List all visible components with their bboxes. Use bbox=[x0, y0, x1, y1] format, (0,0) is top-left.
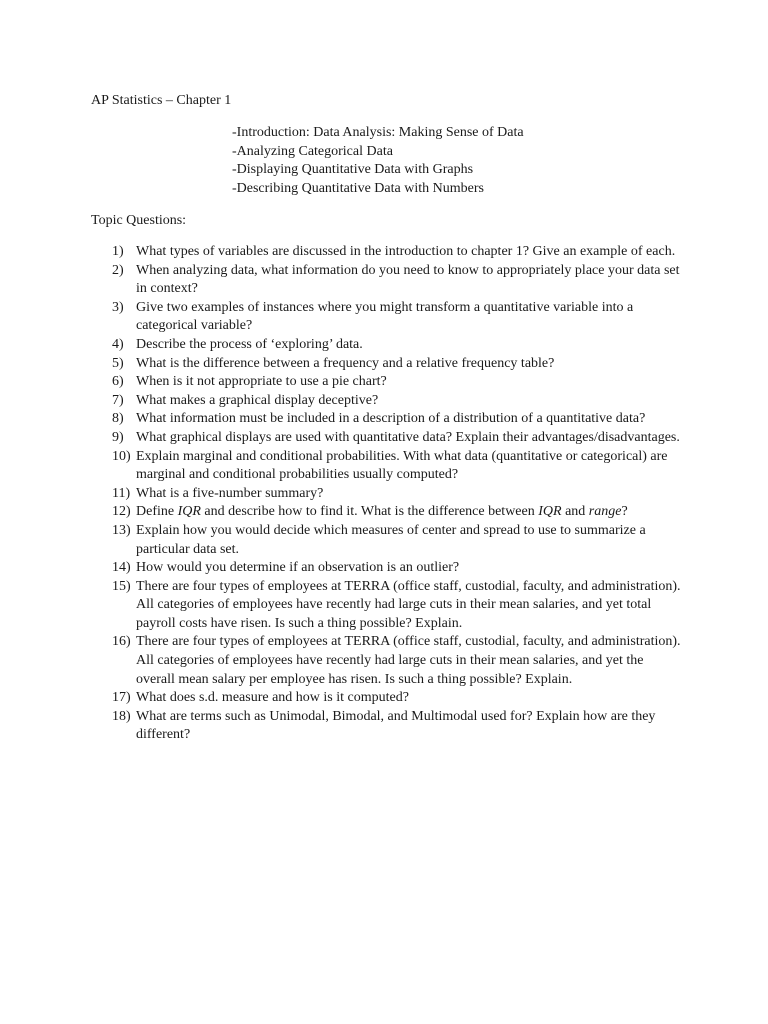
question-text: When is it not appropriate to use a pie chart? bbox=[136, 374, 387, 390]
chapter-section-item: -Analyzing Categorical Data bbox=[232, 143, 393, 159]
question-item bbox=[0, 559, 681, 578]
question-number: 13) bbox=[112, 522, 131, 538]
question-number: 11) bbox=[112, 485, 131, 501]
question-item bbox=[0, 633, 681, 689]
chapter-section-item: -Describing Quantitative Data with Numbers bbox=[232, 180, 484, 196]
question-text-part: Define bbox=[136, 504, 178, 520]
iqr-term: IQR bbox=[177, 504, 201, 520]
question-number: 5) bbox=[112, 355, 124, 371]
iqr-term: IQR bbox=[538, 504, 562, 520]
chapter-section-item: -Introduction: Data Analysis: Making Sense of Data bbox=[232, 125, 524, 140]
question-text bbox=[136, 504, 628, 519]
question-text: Give two examples of instances where you might transform a quantitative variable into a categorical variable? bbox=[136, 299, 634, 334]
chapter-section-item: -Displaying Quantitative Data with Graphs bbox=[232, 162, 474, 177]
question-item bbox=[0, 243, 681, 262]
question-item bbox=[0, 410, 681, 429]
question-text: Describe the process of ‘exploring’ data. bbox=[136, 336, 363, 352]
question-text: When analyzing data, what information do you need to know to appropriately place your data set in context? bbox=[136, 262, 680, 297]
question-text: What graphical displays are used with quantitative data? Explain their advantages/disadvantages. bbox=[136, 429, 680, 445]
question-number: 6) bbox=[112, 374, 124, 390]
question-text: What is a five-number summary? bbox=[136, 485, 324, 501]
question-item bbox=[0, 299, 681, 336]
question-text: What makes a graphical display deceptive? bbox=[136, 392, 379, 408]
question-text: What are terms such as Unimodal, Bimodal, and Multimodal used for? Explain how are they different? bbox=[136, 708, 656, 743]
question-number: 17) bbox=[112, 690, 131, 706]
question-text: Explain marginal and conditional probabilities. With what data (quantitative or categorical) are marginal and conditional probabilities usually computed? bbox=[136, 448, 668, 483]
question-number: 15) bbox=[112, 578, 131, 594]
question-number: 16) bbox=[112, 634, 131, 650]
question-item bbox=[0, 689, 681, 708]
question-number: 18) bbox=[112, 708, 131, 724]
question-text-part: and describe how to find it. What is the difference between bbox=[200, 504, 539, 520]
question-text: What information must be included in a description of a distribution of a quantitative data? bbox=[136, 411, 646, 427]
range-term: range bbox=[588, 504, 622, 520]
question-item bbox=[0, 355, 681, 374]
document-title: AP Statistics – Chapter 1 bbox=[91, 93, 232, 108]
question-item bbox=[0, 522, 681, 559]
question-number: 4) bbox=[112, 336, 124, 352]
question-number: 12) bbox=[112, 504, 131, 520]
question-number: 2) bbox=[112, 262, 124, 278]
question-text: What types of variables are discussed in the introduction to chapter 1? Give an example of each. bbox=[136, 244, 676, 259]
question-text: How would you determine if an observation is an outlier? bbox=[136, 560, 460, 576]
question-item bbox=[0, 262, 681, 299]
question-item bbox=[0, 485, 681, 504]
topic-questions-heading: Topic Questions: bbox=[91, 213, 187, 228]
question-number: 3) bbox=[112, 299, 124, 315]
chapter-sections-list bbox=[232, 124, 524, 198]
question-text: What does s.d. measure and how is it computed? bbox=[136, 690, 409, 706]
question-item bbox=[0, 336, 681, 355]
question-number: 10) bbox=[112, 448, 131, 464]
question-text: There are four types of employees at TERRA (office staff, custodial, faculty, and administration). All categories of employees have recently had large cuts in their mean salaries, and yet the overall mean salary per employee has risen. Is such a thing possible? Explain. bbox=[136, 634, 681, 687]
question-item bbox=[0, 392, 681, 411]
question-text: What is the difference between a frequency and a relative frequency table? bbox=[136, 355, 555, 371]
question-number: 7) bbox=[112, 392, 124, 408]
question-text: There are four types of employees at TERRA (office staff, custodial, faculty, and administration). All categories of employees have recently had large cuts in their mean salaries, and yet total payroll costs have risen. Is such a thing possible? Explain. bbox=[136, 578, 681, 631]
questions-list bbox=[0, 243, 768, 745]
question-text: Explain how you would decide which measures of center and spread to use to summarize a particular data set. bbox=[136, 522, 646, 557]
question-number: 14) bbox=[112, 560, 131, 576]
question-text-part: and bbox=[561, 504, 589, 520]
question-item bbox=[0, 448, 681, 485]
question-number: 8) bbox=[112, 411, 124, 427]
question-item bbox=[0, 429, 681, 448]
question-item bbox=[0, 708, 681, 745]
question-text-part: ? bbox=[621, 504, 628, 520]
question-item bbox=[0, 503, 681, 522]
question-item bbox=[0, 373, 681, 392]
question-number: 9) bbox=[112, 429, 124, 445]
question-item bbox=[0, 578, 681, 634]
question-number: 1) bbox=[112, 244, 124, 259]
